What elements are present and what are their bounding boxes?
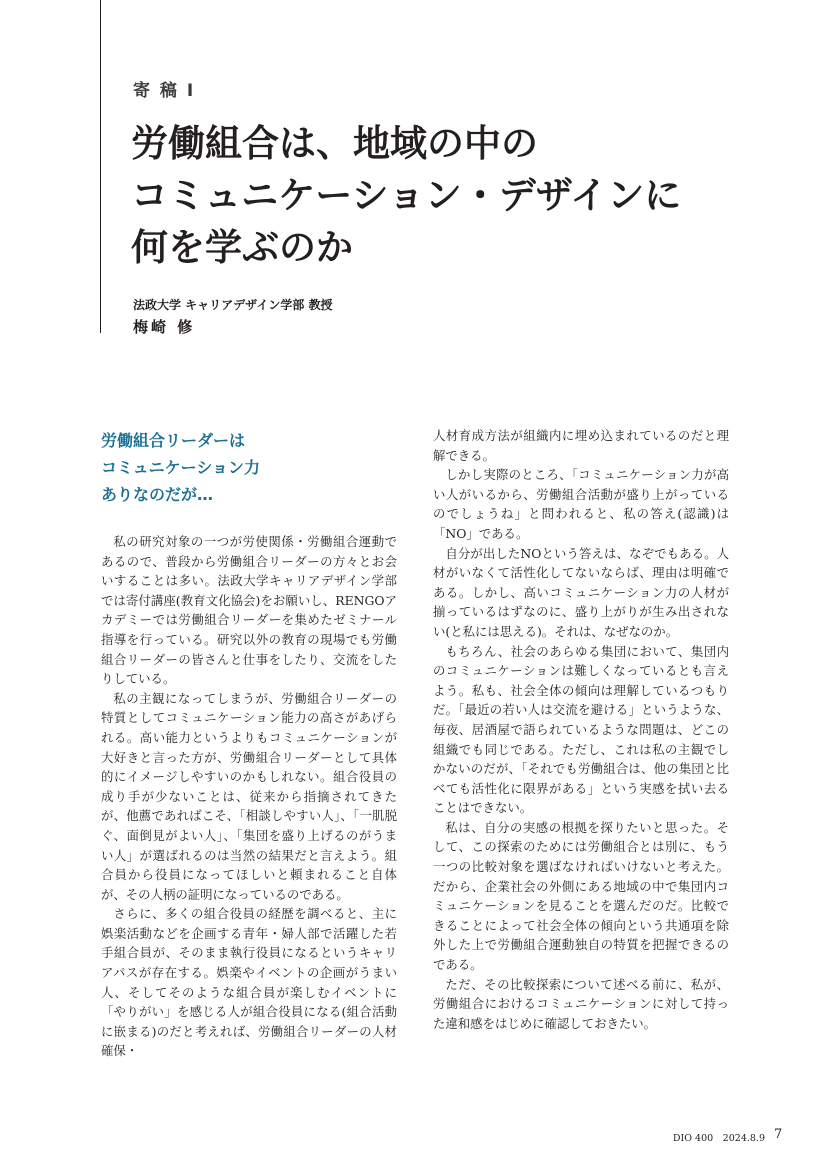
journal-info: DIO 400 2024.8.9 (672, 1133, 765, 1144)
paragraph: さらに、多くの組合役員の経歴を調べると、主に娯楽活動などを企画する青年・婦人部で活躍した若手組合員が、そのまま執行役員になるというキャリアパスが存在する。娯楽やイベントの企画がうまい人、そしてそのような組合員が楽しむイベントに「やりがい」を感じる人が組合役員になる(組合活動に嵌まる)のだと考えれば、労働組合リーダーの人材確保・ (101, 906, 397, 1059)
title-line: コミュニケーション・デザインに (131, 174, 682, 217)
paragraph-continued: 人材育成方法が組織内に埋め込まれているのだと理解できる。 (433, 428, 729, 463)
title-line: 労働組合は、地域の中の (131, 122, 538, 165)
paragraph: ただ、その比較探索について述べる前に、私が、労働組合におけるコミュニケーションに対して持った違和感をはじめに確認しておきたい。 (433, 976, 729, 1031)
body-column-right (433, 426, 729, 1033)
paragraph: しかし実際のところ、「コミュニケーション力が高い人がいるから、労働組合活動が盛り上がっているのでしょうね」と問われると、私の答え(認識)は「NO」である。 (433, 467, 729, 541)
heading-line: 労働組合リーダーは (101, 431, 246, 450)
author-name: 梅崎 修 (133, 318, 196, 336)
vertical-rule (100, 0, 101, 333)
kicker-label: 寄 稿 Ⅰ (133, 81, 196, 101)
section-heading (101, 427, 260, 508)
paragraph: もちろん、社会のあらゆる集団において、集団内のコミュニケーションは難しくなっているとも言えよう。私も、社会全体の傾向は理解しているつもりだ。「最近の若い人は交流を避ける」というような、毎夜、居酒屋で語られているような問題は、どこの組織でも同じである。ただし、これは私の主観でしかないのだが、「それでも労働組合は、他の集団と比べても活性化に限界がある」という実感を拭い去ることはできない。 (433, 643, 729, 816)
paragraph: 私の主観になってしまうが、労働組合リーダーの特質としてコミュニケーション能力の高さがあげられる。高い能力というよりもコミュニケーションが大好きと言った方が、労働組合リーダーとして具体的にイメージしやすいのかもしれない。組合役員の成り手が少ないことは、従来から指摘されてきたが、他薦であればこそ、「相談しやすい人」、「一肌脱ぐ、面倒見がよい人」、「集団を盛り上げるのがうまい人」が選ばれるのは当然の結果だと言えよう。組合員から役員になってほしいと頼まれること自体が、その人柄の証明になっているのである。 (101, 690, 397, 902)
author-affiliation: 法政大学 キャリアデザイン学部 教授 (133, 298, 333, 312)
body-column-left (101, 532, 397, 1061)
heading-line: ありなのだが… (101, 485, 214, 504)
paragraph: 自分が出したNOという答えは、なぞでもある。人材がいなくて活性化してないならば、理由は明確である。しかし、高いコミュニケーション力の人材が揃っているはずなのに、盛り上がりが生み出されない(と私には思える)。それは、なぜなのか。 (433, 545, 729, 639)
paragraph: 私の研究対象の一つが労使関係・労働組合運動であるので、普段から労働組合リーダーの方々とお会いすることは多い。法政大学キャリアデザイン学部では寄付講座(教育文化協会)をお願いし、RENGOアカデミーでは労働組合リーダーを集めたゼミナール指導を行っている。研究以外の教育の現場でも労働組合リーダーの皆さんと仕事をしたり、交流をしたりしている。 (101, 534, 397, 687)
article-title (131, 118, 681, 274)
title-line: 何を学ぶのか (131, 226, 353, 269)
heading-line: コミュニケーション力 (101, 458, 261, 477)
paragraph: 私は、自分の実感の根拠を探りたいと思った。そして、この探索のためには労働組合とは別に、もう一つの比較対象を選ばなければいけないと考えた。だから、企業社会の外側にある地域の中で集団内コミュニケーションを見ることを選んだのだ。比較できることによって社会全体の傾向という共通項を除外した上で労働組合運動独自の特質を把握できるのである。 (433, 819, 729, 973)
page-number: 7 (774, 1127, 783, 1142)
